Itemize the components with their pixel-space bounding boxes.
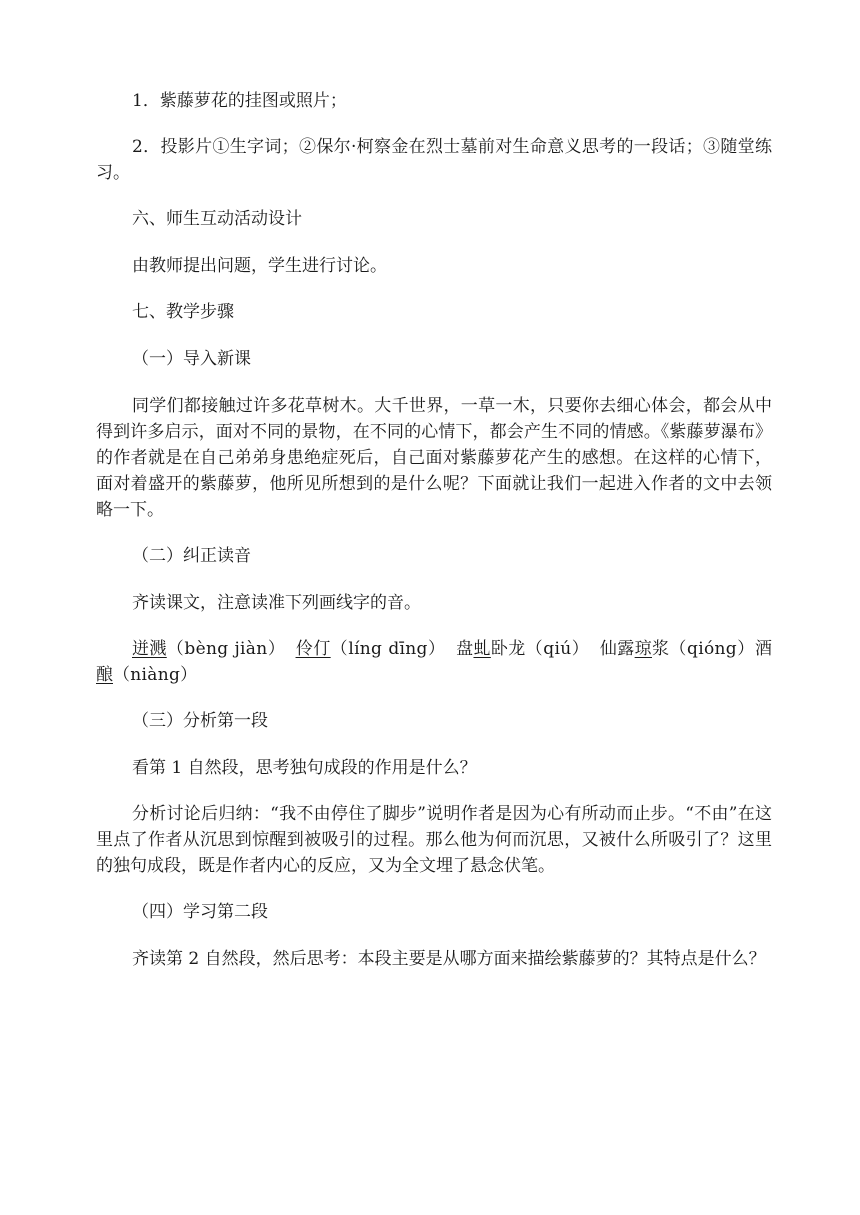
- pinyin-2: （líng dīng）: [330, 639, 446, 659]
- pinyin-5: （niàng）: [113, 665, 198, 685]
- step-4-question: 齐读第 2 自然段，然后思考：本段主要是从哪方面来描绘紫藤萝的？其特点是什么？: [132, 949, 766, 969]
- step-3-question: 看第 1 自然段，思考独句成段的作用是什么？: [132, 758, 477, 778]
- step-2-heading: （二）纠正读音: [132, 546, 251, 566]
- pinyin-4: （qióng）: [669, 639, 755, 659]
- word-3-suffix: 卧龙: [490, 639, 526, 659]
- step-4-heading: （四）学习第二段: [132, 902, 268, 922]
- materials-item-1: 1．紫藤萝花的挂图或照片；: [132, 91, 347, 111]
- materials-item-2: 2．投影片①生字词；②保尔·柯察金在烈士墓前对生命意义思考的一段话；③随堂练习。: [96, 137, 772, 183]
- step-1-heading: （一）导入新课: [132, 349, 251, 369]
- word-4-prefix: 仙露: [599, 639, 635, 659]
- word-5-prefix: 酒: [755, 639, 772, 659]
- step-3-heading: （三）分析第一段: [132, 711, 268, 731]
- underlined-word-1: 迸溅: [132, 639, 167, 659]
- section-6-body: 由教师提出问题，学生进行讨论。: [132, 256, 387, 276]
- underlined-char-3: 虬: [473, 639, 491, 659]
- underlined-char-5: 酿: [96, 665, 113, 685]
- word-3-prefix: 盘: [455, 639, 474, 659]
- step-3-body: 分析讨论后归纳：“我不由停住了脚步”说明作者是因为心有所动而止步。“不由”在这里点了作者从沉思到惊醒到被吸引的过程。那么他为何而沉思，又被什么所吸引了？这里的独句成段，既是作者内心的反应，又为全文埋了悬念伏笔。: [96, 804, 772, 876]
- underlined-char-4: 琼: [634, 639, 652, 659]
- underlined-word-2: 伶仃: [295, 639, 331, 659]
- document-page: [96, 88, 772, 992]
- step-2-instruction: 齐读课文，注意读准下列画线字的音。: [132, 593, 421, 613]
- section-heading-7: 七、教学步骤: [132, 302, 234, 322]
- pinyin-3: （qiú）: [525, 639, 590, 659]
- section-heading-6: 六、师生互动活动设计: [132, 209, 302, 229]
- word-4-suffix: 浆: [652, 639, 670, 659]
- step-1-body: 同学们都接触过许多花草树木。大千世界，一草一木，只要你去细心体会，都会从中得到许多启示，面对不同的景物，在不同的心情下，都会产生不同的情感。《紫藤萝瀑布》的作者就是在自己弟弟身患绝症死后，自己面对紫藤萝花产生的感想。在这样的心情下，面对着盛开的紫藤萝，他所见所想到的是什么呢？下面就让我们一起进入作者的文中去领略一下。: [96, 396, 772, 520]
- pinyin-1: （bèng jiàn）: [166, 639, 286, 659]
- pronunciation-list: [96, 636, 772, 688]
